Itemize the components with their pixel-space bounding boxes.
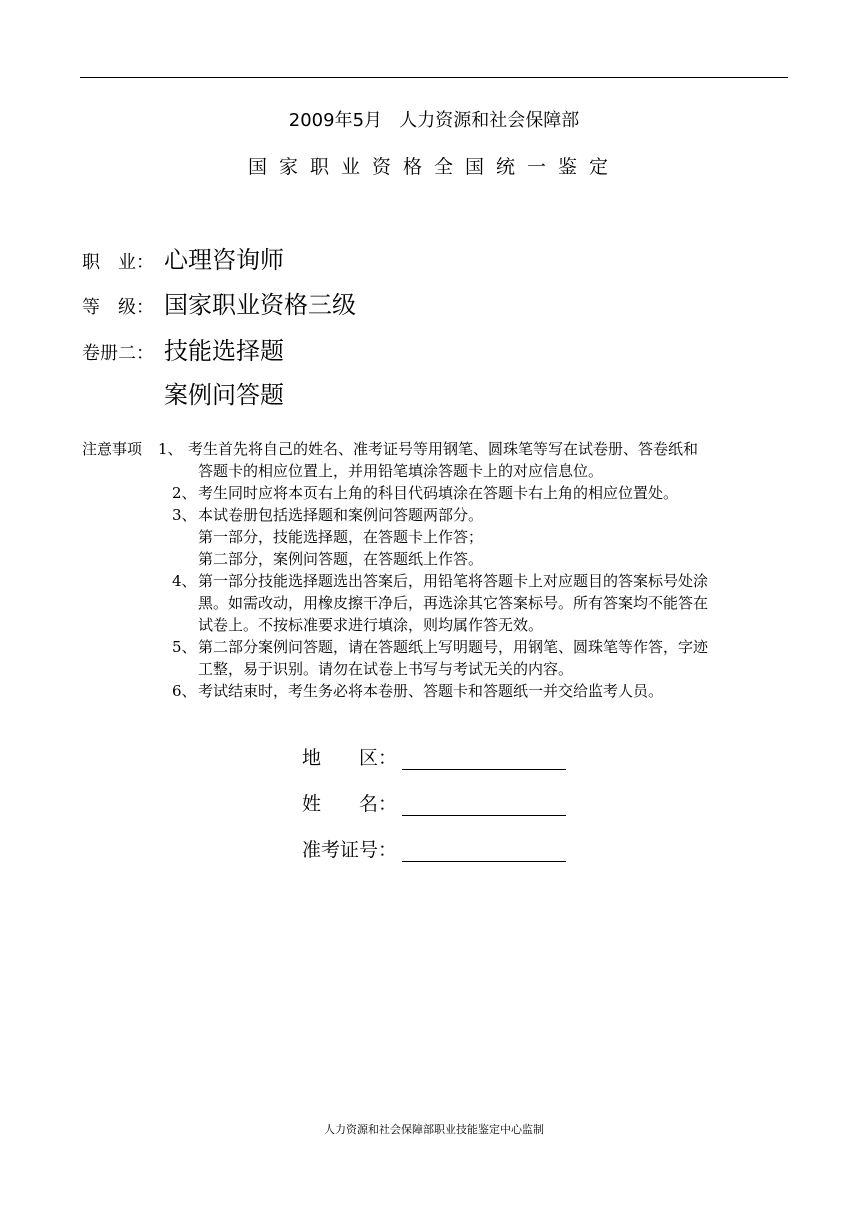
notice-item-text: 考试结束时，考生务必将本卷册、答题卡和答题纸一并交给监考人员。 xyxy=(198,682,664,700)
notice-item-text: 考生首先将自己的姓名、准考证号等用钢笔、圆珠笔等写在试卷册、答卷纸和 xyxy=(188,440,699,458)
volume-row-2 xyxy=(82,375,284,410)
notice-item-1 xyxy=(158,438,798,460)
notice-item-number: 6、 xyxy=(172,682,197,700)
notice-item-5-cont: 工整，易于识别。请勿在试卷上书写与考试无关的内容。 xyxy=(198,660,574,678)
occupation-label: 职 业： xyxy=(82,252,154,273)
volume-value-2: 案例问答题 xyxy=(164,381,284,409)
exam-title: 国家职业资格全国统一鉴定 xyxy=(247,156,620,178)
notice-item-1-cont: 答题卡的相应位置上，并用铅笔填涂答题卡上的对应信息位。 xyxy=(198,462,604,480)
volume-value-1: 技能选择题 xyxy=(164,337,284,365)
notice-item-4-cont-2: 试卷上。不按标准要求进行填涂，则均属作答无效。 xyxy=(198,616,544,634)
exam-date-issuer: 2009年5月 人力资源和社会保障部 xyxy=(288,110,580,131)
notice-item-6 xyxy=(172,680,812,702)
notice-item-4-cont-1: 黑。如需改动，用橡皮擦干净后，再选涂其它答案标号。所有答案均不能答在 xyxy=(198,594,709,612)
level-label: 等 级： xyxy=(82,297,154,318)
occupation-value: 心理咨询师 xyxy=(164,246,284,274)
notice-item-number: 3、 xyxy=(172,506,197,524)
name-input-line[interactable] xyxy=(402,795,566,816)
level-row xyxy=(82,285,356,320)
footer-supervision: 人力资源和社会保障部职业技能鉴定中心监制 xyxy=(324,1123,544,1136)
volume-label: 卷册二： xyxy=(82,343,154,364)
exam-id-row xyxy=(302,835,566,862)
notice-item-text: 考生同时应将本页右上角的科目代码填涂在答题卡右上角的相应位置处。 xyxy=(198,484,679,502)
notice-item-3 xyxy=(172,504,812,526)
exam-id-input-line[interactable] xyxy=(402,841,566,862)
notice-item-4 xyxy=(172,570,812,592)
notice-item-number: 2、 xyxy=(172,484,197,502)
notice-item-2 xyxy=(172,482,812,504)
level-value: 国家职业资格三级 xyxy=(164,291,356,319)
notice-item-text: 第二部分案例问答题，请在答题纸上写明题号，用钢笔、圆珠笔等作答，字迹 xyxy=(198,638,709,656)
name-label: 姓 名： xyxy=(302,793,398,815)
top-divider xyxy=(80,77,788,78)
notice-item-3-part1: 第一部分，技能选择题，在答题卡上作答； xyxy=(198,528,484,546)
notice-item-number: 4、 xyxy=(172,572,197,590)
exam-id-label: 准考证号： xyxy=(302,839,398,861)
notice-item-text: 第一部分技能选择题选出答案后，用铅笔将答题卡上对应题目的答案标号处涂 xyxy=(198,572,709,590)
region-row xyxy=(302,743,566,770)
notice-title: 注意事项 xyxy=(82,440,143,458)
occupation-row xyxy=(82,240,284,275)
notice-item-number: 5、 xyxy=(172,638,197,656)
notice-item-number: 1、 xyxy=(158,440,183,458)
region-label: 地 区： xyxy=(302,747,398,769)
notice-item-text: 本试卷册包括选择题和案例问答题两部分。 xyxy=(198,506,484,524)
name-row xyxy=(302,789,566,816)
region-input-line[interactable] xyxy=(402,749,566,770)
volume-row xyxy=(82,331,284,366)
notice-item-5 xyxy=(172,636,812,658)
notice-item-3-part2: 第二部分，案例问答题，在答题纸上作答。 xyxy=(198,550,484,568)
